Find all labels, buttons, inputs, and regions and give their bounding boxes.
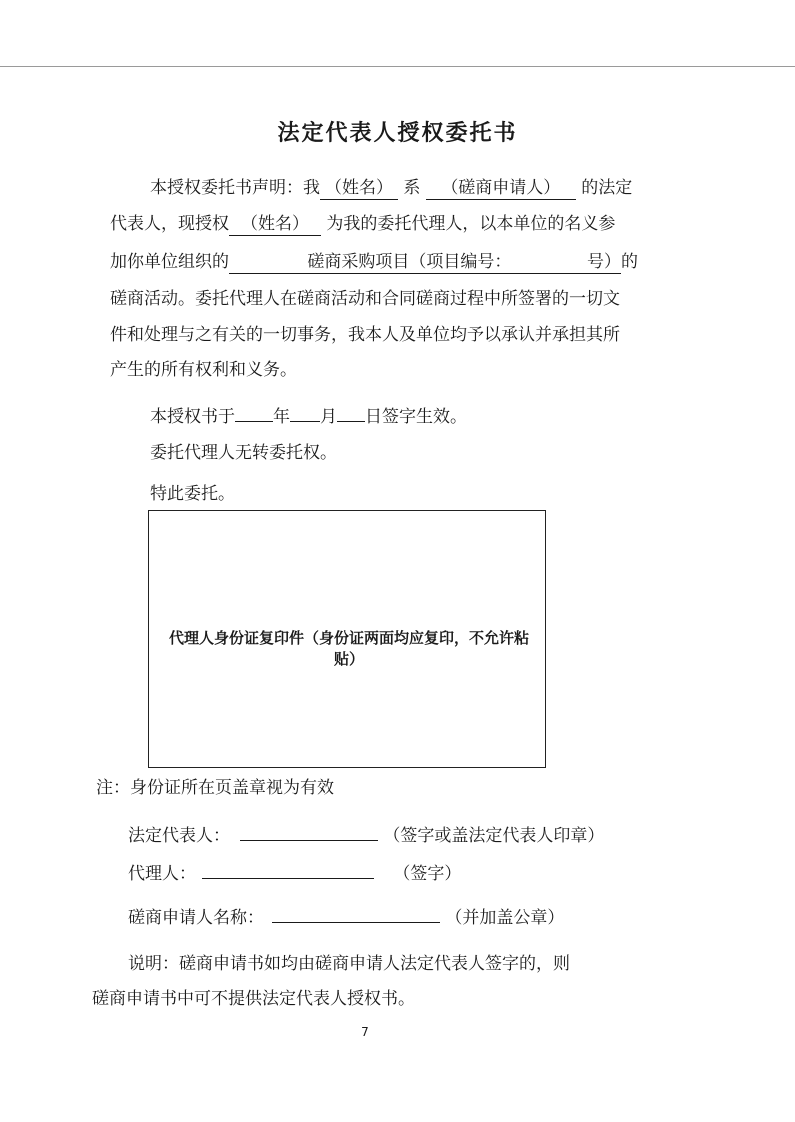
year-blank	[235, 403, 273, 422]
applicant-label: 磋商申请人名称：	[128, 908, 264, 928]
page-number: 7	[361, 1025, 369, 1039]
note-text: 注：身份证所在页盖章视为有效	[96, 778, 334, 798]
agent-signature-line	[128, 860, 461, 886]
day-blank	[337, 403, 365, 422]
legal-rep-signature-line	[128, 822, 604, 848]
explanation-line-1: 说明：磋商申请书如均由磋商申请人法定代表人签字的，则	[128, 954, 570, 974]
effective-date-line	[150, 403, 467, 429]
id-card-copy-instruction: 代理人身份证复印件（身份证两面均应复印，不允许粘贴）	[168, 629, 529, 668]
project-blank: 磋商采购项目（项目编号： 号）	[229, 251, 621, 274]
applicant-blank: （磋商申请人）	[426, 177, 576, 200]
declaration-line-4: 磋商活动。委托代理人在磋商活动和合同磋商过程中所签署的一切文	[110, 289, 620, 309]
id-card-copy-box	[148, 510, 546, 768]
declaration-line1-mid: 系	[403, 178, 421, 198]
effective-suffix: 日签字生效。	[365, 407, 467, 427]
no-transfer-statement: 委托代理人无转委托权。	[150, 443, 337, 463]
declaration-line-2	[110, 212, 615, 236]
applicant-hint: （并加盖公章）	[445, 908, 565, 928]
top-divider	[0, 66, 795, 67]
agent-label: 代理人：	[128, 864, 196, 884]
declaration-line-1	[150, 176, 632, 200]
agent-name-blank: （姓名）	[229, 213, 321, 236]
agent-blank	[202, 860, 374, 879]
legal-rep-label: 法定代表人：	[128, 826, 230, 846]
declaration-line1-suffix: 的法定	[581, 178, 633, 198]
hereby-statement: 特此委托。	[150, 484, 235, 504]
document-title: 法定代表人授权委托书	[277, 120, 518, 146]
month-blank	[290, 403, 320, 422]
legal-rep-hint: （签字或盖法定代表人印章）	[383, 826, 605, 846]
declaration-line3-prefix: 加你单位组织的	[110, 252, 229, 272]
declaration-line3-suffix: 的	[621, 252, 638, 272]
declaration-line2-prefix: 代表人，现授权	[110, 214, 229, 234]
name-blank: （姓名）	[320, 177, 398, 200]
declaration-line-6: 产生的所有权利和义务。	[110, 360, 297, 380]
effective-month: 月	[320, 407, 337, 427]
legal-rep-blank	[240, 822, 378, 841]
explanation-line-2: 磋商申请书中可不提供法定代表人授权书。	[92, 989, 415, 1009]
applicant-signature-line	[128, 904, 564, 930]
agent-hint: （签字）	[393, 864, 462, 884]
declaration-line2-suffix: 为我的委托代理人，以本单位的名义参	[326, 214, 616, 234]
declaration-line-3	[110, 250, 638, 274]
effective-year: 年	[273, 407, 290, 427]
effective-prefix: 本授权书于	[150, 407, 235, 427]
applicant-blank	[272, 904, 440, 923]
declaration-line-5: 件和处理与之有关的一切事务，我本人及单位均予以承认并承担其所	[110, 325, 620, 345]
declaration-line1-prefix: 本授权委托书声明：我	[150, 178, 320, 198]
